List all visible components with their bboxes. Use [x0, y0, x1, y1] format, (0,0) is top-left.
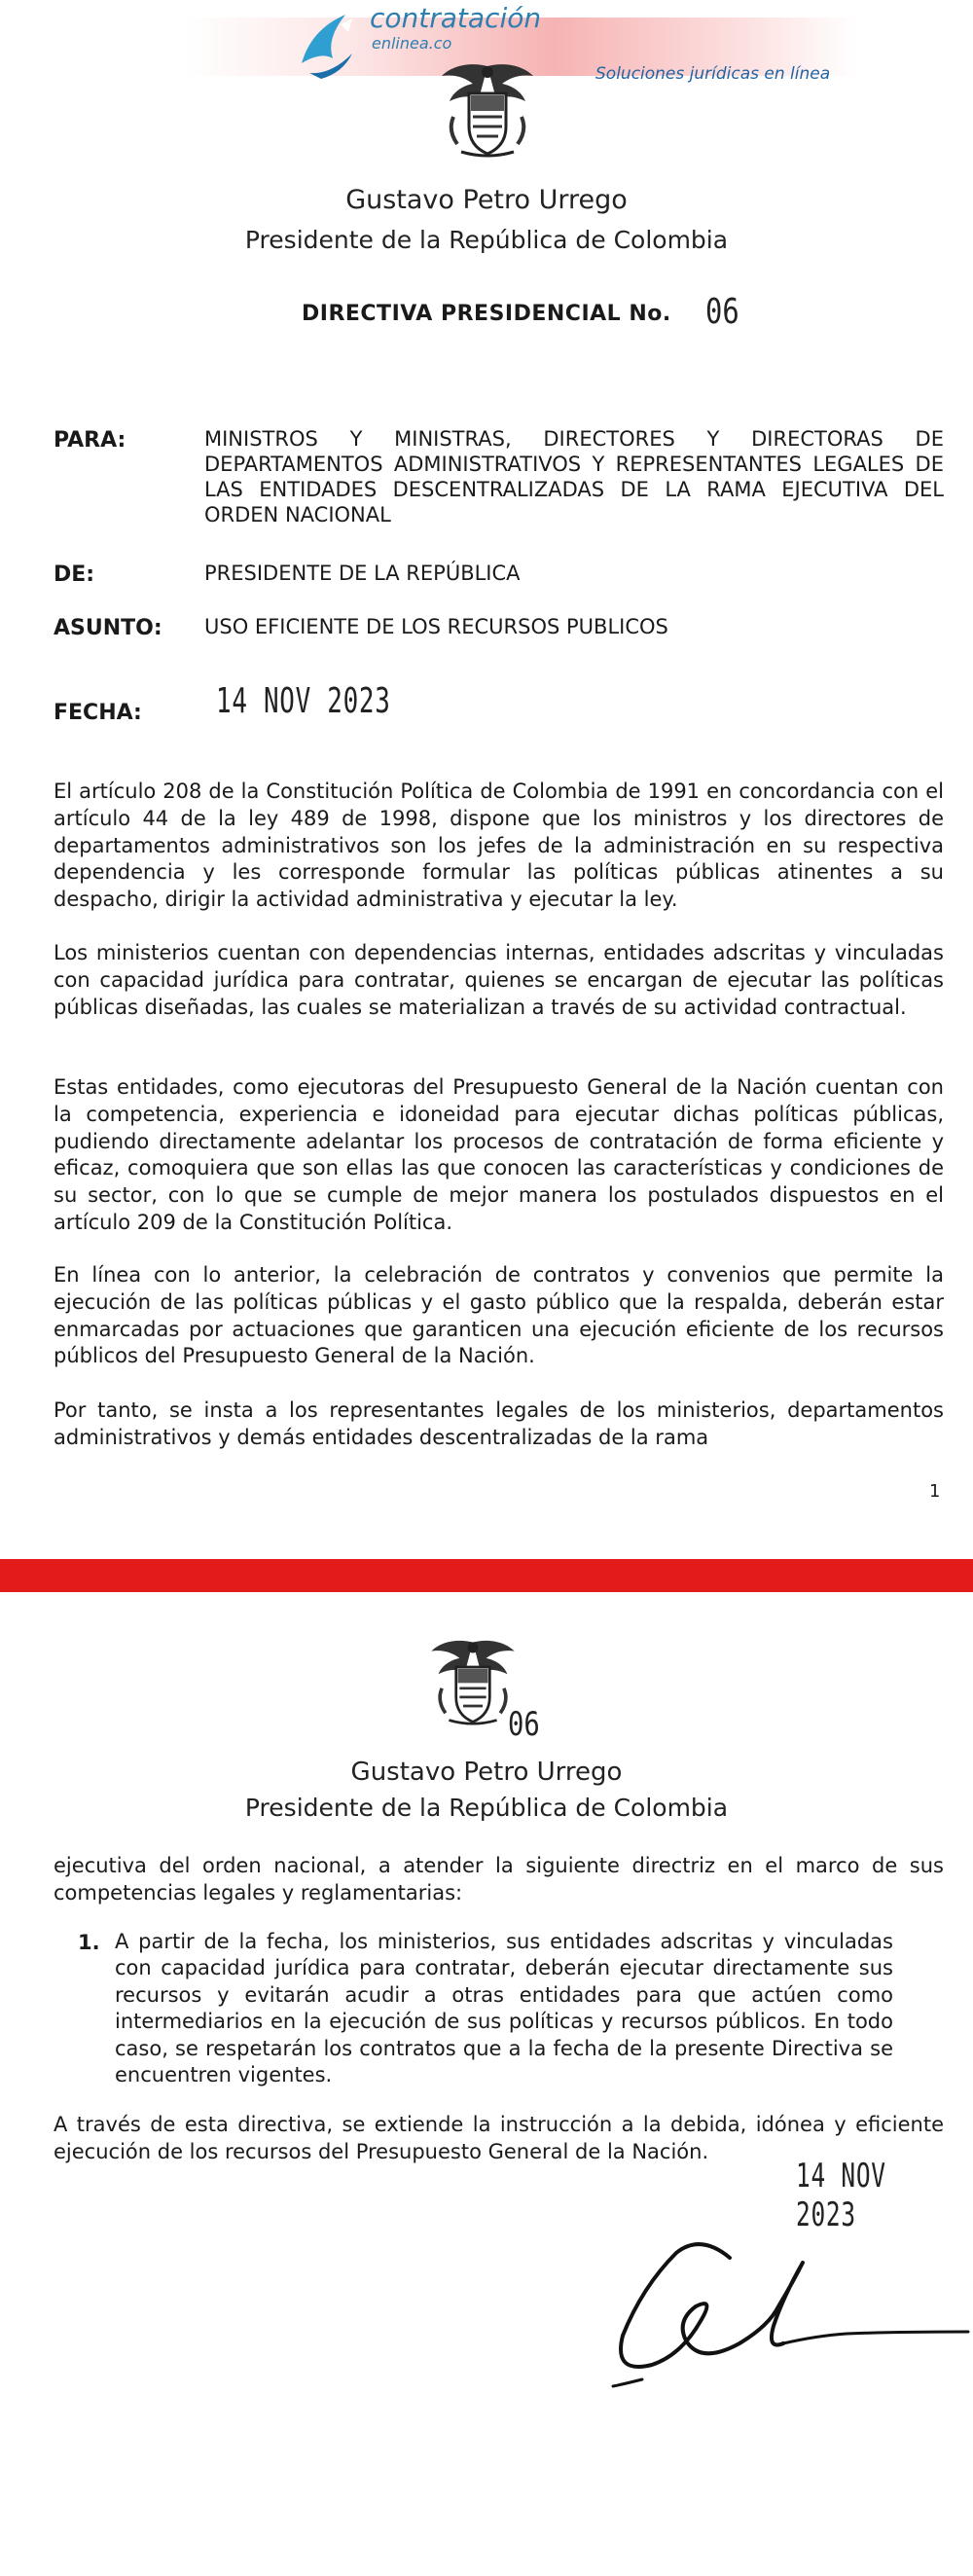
president-title: Presidente de la República de Colombia [244, 226, 729, 254]
page2-date-stamp: 14 NOV 2023 [796, 2157, 886, 2234]
page2-closing: A través de esta directiva, se extiende la instrucción a la debida, idónea y eficiente ejecución de los recursos del Presupuesto General de la Nación. [54, 2113, 944, 2163]
de-label: DE: [54, 562, 95, 587]
directive-number: 06 [705, 292, 739, 332]
president-name: Gustavo Petro Urrego [345, 185, 628, 215]
paragraph-4: En línea con lo anterior, la celebración de contratos y convenios que permite la ejecución de las políticas públicas y el gasto público que la respalda, deberán estar enmarcadas por actuaciones que garanticen una ejecución eficiente de los recursos públicos del Presupuesto General de la Nación. [54, 1263, 944, 1368]
watermark-brand: contratación [370, 2, 542, 34]
page-divider [0, 1559, 973, 1592]
watermark-domain: enlinea.co [372, 34, 452, 53]
paragraph-5: Por tanto, se insta a los representantes legales de los ministerios, departamentos administrativos y demás entidades descentralizadas de la rama [54, 1398, 944, 1449]
para-value: MINISTROS Y MINISTRAS, DIRECTORES Y DIRECTORAS DE DEPARTAMENTOS ADMINISTRATIVOS Y REPRESENTANTES LEGALES DE LAS ENTIDADES DESCENTRALIZADAS DE LA RAMA EJECUTIVA DEL ORDEN NACIONAL [204, 427, 944, 526]
asunto-value: USO EFICIENTE DE LOS RECURSOS PUBLICOS [204, 615, 668, 638]
fecha-label: FECHA: [54, 701, 142, 725]
watermark-logo-icon [292, 5, 370, 83]
watermark-slogan: Soluciones jurídicas en línea [595, 64, 831, 84]
directive-label: DIRECTIVA PRESIDENCIAL No. [302, 302, 671, 326]
asunto-label: ASUNTO: [54, 616, 162, 640]
page2-directive-number: 06 [508, 1705, 540, 1744]
coat-of-arms-icon [434, 58, 541, 161]
paragraph-1: El artículo 208 de la Constitución Política de Colombia de 1991 en concordancia con el artículo 44 de la ley 489 de 1998, dispone que los ministros y los directores de departamentos administrativos son los jefes de la administración en su respectiva dependencia y les corresponde formular las políticas públicas atinentes a su despacho, dirigir la actividad administrativa y ejecutar la ley. [54, 780, 944, 912]
para-label: PARA: [54, 428, 126, 453]
page-number: 1 [929, 1481, 941, 1502]
paragraph-3: Estas entidades, como ejecutoras del Presupuesto General de la Nación cuentan con la competencia, experiencia e idoneidad para ejecutar dichas políticas públicas, pudiendo directamente adelantar los procesos de contratación de forma eficiente y eficaz, comoquiera que son ellas las que conocen las características y condiciones de su sector, con lo que se cumple de mejor manera los postulados dispuestos en el artículo 209 de la Constitución Política. [54, 1075, 944, 1234]
de-value: PRESIDENTE DE LA REPÚBLICA [204, 562, 521, 585]
coat-of-arms-icon-2 [424, 1633, 522, 1730]
list-item-number: 1. [78, 1931, 100, 1954]
page2-president-title: Presidente de la República de Colombia [244, 1794, 729, 1822]
fecha-stamp: 14 NOV 2023 [216, 681, 391, 721]
page2-president-name: Gustavo Petro Urrego [350, 1758, 623, 1787]
signature-icon [584, 2229, 973, 2394]
list-item-text: A partir de la fecha, los ministerios, sus entidades adscritas y vinculadas con capacidad jurídica para contratar, deberán ejecutar directamente sus recursos y evitarán acudir a otras entidades para que actúen como intermediarios en la ejecución de sus políticas y recursos públicos. En todo caso, se respetarán los contratos que a la fecha de la presente Directiva se encuentren vigentes. [115, 1930, 893, 2087]
paragraph-2: Los ministerios cuentan con dependencias internas, entidades adscritas y vinculadas con capacidad jurídica para contratar, quienes se encargan de ejecutar las políticas públicas diseñadas, las cuales se materializan a través de su actividad contractual. [54, 941, 944, 1019]
page2-intro: ejecutiva del orden nacional, a atender la siguiente directriz en el marco de sus competencias legales y reglamentarias: [54, 1854, 944, 1905]
